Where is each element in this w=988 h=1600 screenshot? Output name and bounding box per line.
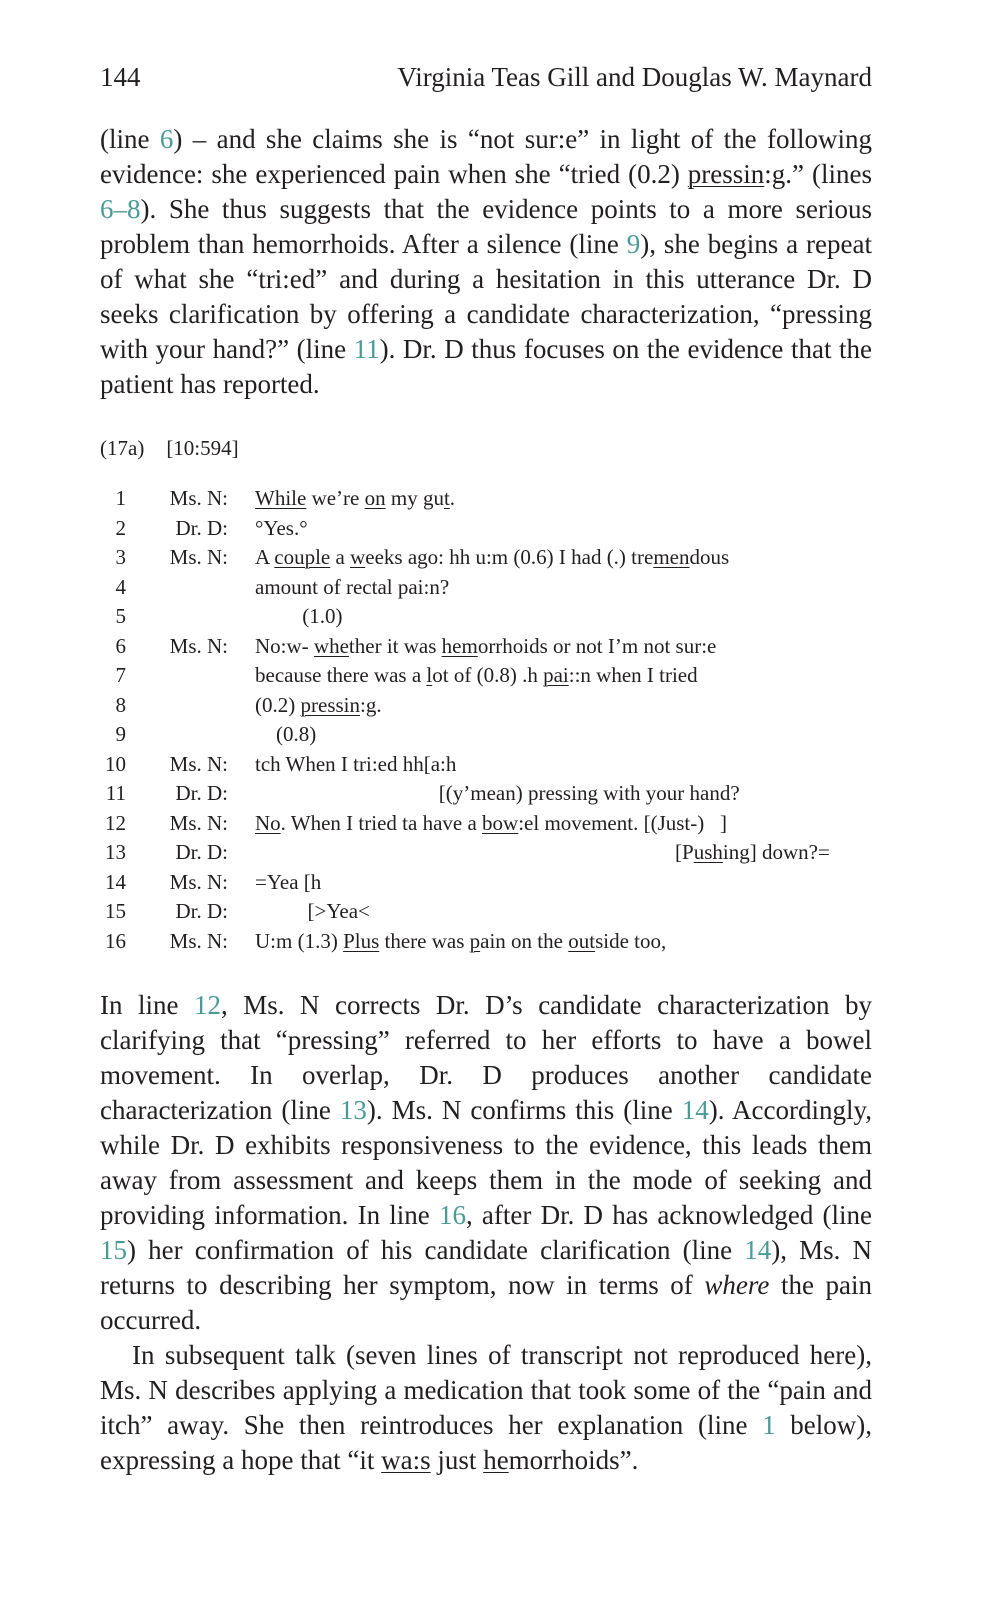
transcript-line <box>100 897 872 927</box>
utterance: [Pushing] down?= <box>255 840 830 864</box>
utterance: tch When I tri:ed hh[a:h <box>255 751 457 776</box>
example-number: (17a) <box>100 436 145 460</box>
transcript-line <box>100 779 872 809</box>
transcript-line <box>100 691 872 721</box>
body-text-bottom <box>100 988 872 1478</box>
speaker: Ms. N: <box>169 486 228 510</box>
running-head: Virginia Teas Gill and Douglas W. Maynard <box>397 62 872 92</box>
paragraph: In subsequent talk (seven lines of transcript not reproduced here), Ms. N describes applying a medication that took some of the “pain and itch” away. She then reintroduces her explanation (line 1 below), expressing a hope that “it wa:s just hemorrhoids”. <box>100 1340 872 1475</box>
line-number: 1 <box>115 486 126 510</box>
utterance: [(y’mean) pressing with your hand? <box>255 781 740 805</box>
speaker: Dr. D: <box>175 515 228 540</box>
example-source: [10:594] <box>166 436 239 460</box>
transcript-line <box>100 573 872 603</box>
transcript-line <box>100 484 872 514</box>
line-number: 4 <box>115 574 126 599</box>
utterance: (0.8) <box>255 722 317 746</box>
line-number: 8 <box>115 692 126 717</box>
line-number: 3 <box>115 545 126 569</box>
body-text-top <box>100 122 872 402</box>
speaker: Ms. N: <box>169 633 228 658</box>
transcript-line <box>100 632 872 662</box>
line-number: 2 <box>115 515 126 540</box>
utterance: °Yes.° <box>255 515 308 540</box>
utterance: No:w- whether it was hemorrhoids or not I’m not sur:e <box>255 633 717 658</box>
speaker: Ms. N: <box>169 810 228 835</box>
speaker: Ms. N: <box>169 751 228 776</box>
line-number: 5 <box>115 604 126 628</box>
transcript-line <box>100 750 872 780</box>
line-number: 7 <box>115 663 126 687</box>
line-number: 6 <box>115 633 126 658</box>
line-number: 11 <box>105 781 126 805</box>
transcript-line <box>100 868 872 898</box>
utterance: [>Yea< <box>255 899 370 923</box>
utterance: amount of rectal pai:n? <box>255 574 450 599</box>
speaker: Dr. D: <box>175 899 228 923</box>
speaker: Ms. N: <box>169 928 228 953</box>
utterance: A couple a weeks ago: hh u:m (0.6) I had (.) tremendous <box>255 545 730 569</box>
transcript-line <box>100 838 872 868</box>
transcript-line <box>100 661 872 691</box>
book-page <box>100 0 872 1600</box>
line-number: 16 <box>105 928 126 953</box>
line-number: 10 <box>105 751 126 776</box>
utterance: =Yea [h <box>255 869 322 894</box>
paragraph: In line 12, Ms. N corrects Dr. D’s candidate characterization by clarifying that “pressing” referred to her efforts to have a bowel movement. In overlap, Dr. D produces another candidate characterization (line 13). Ms. N confirms this (line 14). Accordingly, while Dr. D exhibits responsiveness to the evidence, this leads them away from assessment and keeps them in the mode of seeking and providing information. In line 16, after Dr. D has acknowledged (line 15) her confirmation of his candidate clarification (line 14), Ms. N returns to describing her symptom, now in terms of where the pain occurred. <box>100 990 873 1335</box>
utterance: (0.2) pressin:g. <box>255 692 382 717</box>
transcript-line <box>100 927 872 957</box>
speaker: Dr. D: <box>175 840 228 864</box>
transcript-line <box>100 720 872 750</box>
transcript <box>100 484 872 956</box>
example-label <box>100 436 239 461</box>
line-number: 12 <box>105 810 126 835</box>
speaker: Ms. N: <box>169 545 228 569</box>
transcript-line <box>100 602 872 632</box>
utterance: U:m (1.3) Plus there was pain on the outside too, <box>255 928 667 953</box>
transcript-line <box>100 543 872 573</box>
page-header <box>100 62 872 102</box>
line-number: 15 <box>105 899 126 923</box>
speaker: Ms. N: <box>169 869 228 894</box>
utterance: because there was a lot of (0.8) .h pai::n when I tried <box>255 663 698 687</box>
transcript-line <box>100 809 872 839</box>
line-number: 13 <box>105 840 126 864</box>
transcript-line <box>100 514 872 544</box>
line-number: 9 <box>115 722 126 746</box>
page-number: 144 <box>100 62 141 92</box>
utterance: While we’re on my gut. <box>255 486 456 510</box>
speaker: Dr. D: <box>175 781 228 805</box>
paragraph: (line 6) – and she claims she is “not sur:e” in light of the following evidence: she experienced pain when she “tried (0.2) pressin:g.” (lines 6–8). She thus suggests that the evidence points to a more serious problem than hemorrhoids. After a silence (line 9), she begins a repeat of what she “tri:ed” and during a hesitation in this utterance Dr. D seeks clarification by offering a candidate characterization, “pressing with your hand?” (line 11). Dr. D thus focuses on the evidence that the patient has reported. <box>100 124 872 399</box>
line-number: 14 <box>105 869 126 894</box>
utterance: (1.0) <box>255 604 343 628</box>
utterance: No. When I tried ta have a bow:el movement. [(Just-) ] <box>255 810 727 835</box>
